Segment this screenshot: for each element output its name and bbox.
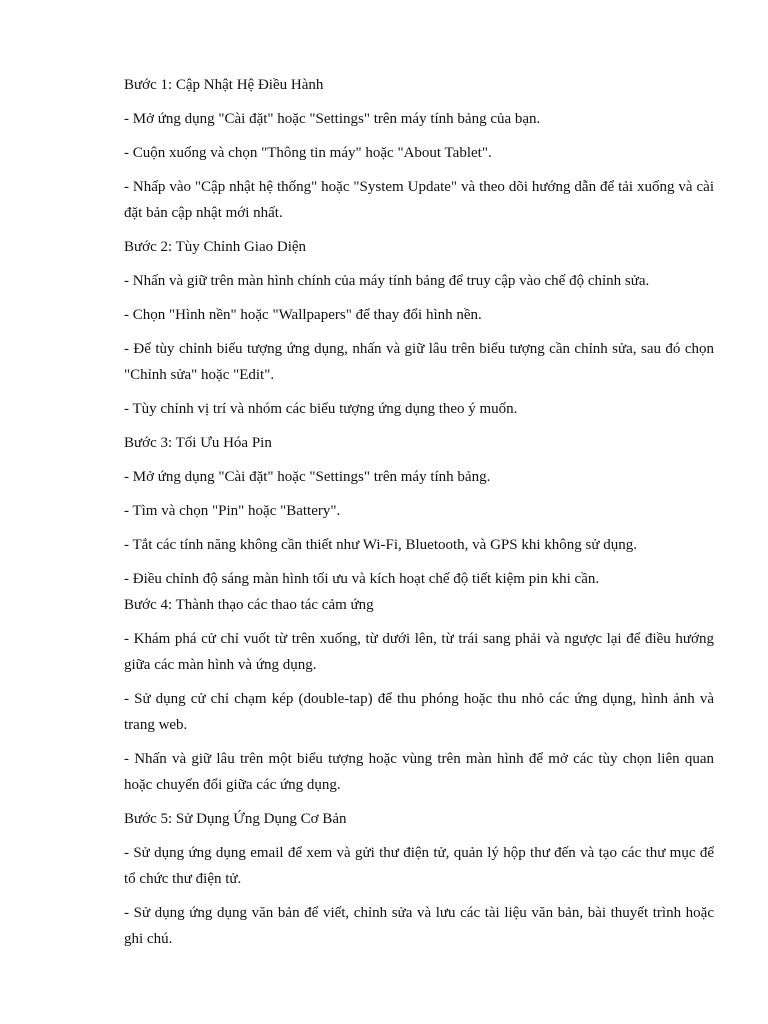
step-3-item-battery: - Tìm và chọn "Pin" hoặc "Battery". <box>124 503 341 519</box>
step-1-heading: Bước 1: Cập Nhật Hệ Điều Hành <box>124 77 324 93</box>
step-2-item-edit-mode: - Nhấn và giữ trên màn hình chính của máy tính bảng để truy cập vào chế độ chỉnh sửa. <box>124 273 650 289</box>
step-3-item-open-settings: - Mở ứng dụng "Cài đặt" hoặc "Settings" trên máy tính bảng. <box>124 469 491 485</box>
step-3-item-brightness: - Điều chỉnh độ sáng màn hình tối ưu và kích hoạt chế độ tiết kiệm pin khi cần. <box>124 571 600 587</box>
step-1-item-system-update: - Nhấp vào "Cập nhật hệ thống" hoặc "System Update" và theo dõi hướng dẫn để tải xuống và cài đặt bản cập nhật mới nhất. <box>124 179 714 221</box>
step-4-heading: Bước 4: Thành thạo các thao tác cảm ứng <box>124 597 374 613</box>
document-page <box>124 72 714 960</box>
step-3-heading: Bước 3: Tối Ưu Hóa Pin <box>124 435 272 451</box>
step-2-item-edit-icons: - Để tùy chỉnh biểu tượng ứng dụng, nhấn và giữ lâu trên biểu tượng cần chỉnh sửa, sau đó chọn "Chỉnh sửa" hoặc "Edit". <box>124 341 714 383</box>
step-4-item-double-tap: - Sử dụng cử chỉ chạm kép (double-tap) để thu phóng hoặc thu nhỏ các ứng dụng, hình ảnh và trang web. <box>124 691 714 733</box>
step-4-item-swipe: - Khám phá cử chỉ vuốt từ trên xuống, từ dưới lên, từ trái sang phải và ngược lại để điều hướng giữa các màn hình và ứng dụng. <box>124 631 714 673</box>
step-4-item-long-press: - Nhấn và giữ lâu trên một biểu tượng hoặc vùng trên màn hình để mở các tùy chọn liên quan hoặc chuyển đổi giữa các ứng dụng. <box>124 751 714 793</box>
step-2-item-arrange-icons: - Tùy chỉnh vị trí và nhóm các biểu tượng ứng dụng theo ý muốn. <box>124 401 518 417</box>
step-1-item-about-tablet: - Cuộn xuống và chọn "Thông tin máy" hoặc "About Tablet". <box>124 145 492 161</box>
step-2-heading: Bước 2: Tùy Chỉnh Giao Diện <box>124 239 307 255</box>
step-5-heading: Bước 5: Sử Dụng Ứng Dụng Cơ Bản <box>124 811 347 827</box>
step-5-item-documents: - Sử dụng ứng dụng văn bản để viết, chỉnh sửa và lưu các tài liệu văn bản, bài thuyết trình hoặc ghi chú. <box>124 905 714 947</box>
step-2-item-wallpapers: - Chọn "Hình nền" hoặc "Wallpapers" để thay đổi hình nền. <box>124 307 482 323</box>
step-5-item-email: - Sử dụng ứng dụng email để xem và gửi thư điện tử, quản lý hộp thư đến và tạo các thư mục để tổ chức thư điện tử. <box>124 845 714 887</box>
step-1-item-open-settings: - Mở ứng dụng "Cài đặt" hoặc "Settings" trên máy tính bảng của bạn. <box>124 111 541 127</box>
step-3-item-disable-features: - Tắt các tính năng không cần thiết như Wi-Fi, Bluetooth, và GPS khi không sử dụng. <box>124 537 637 553</box>
